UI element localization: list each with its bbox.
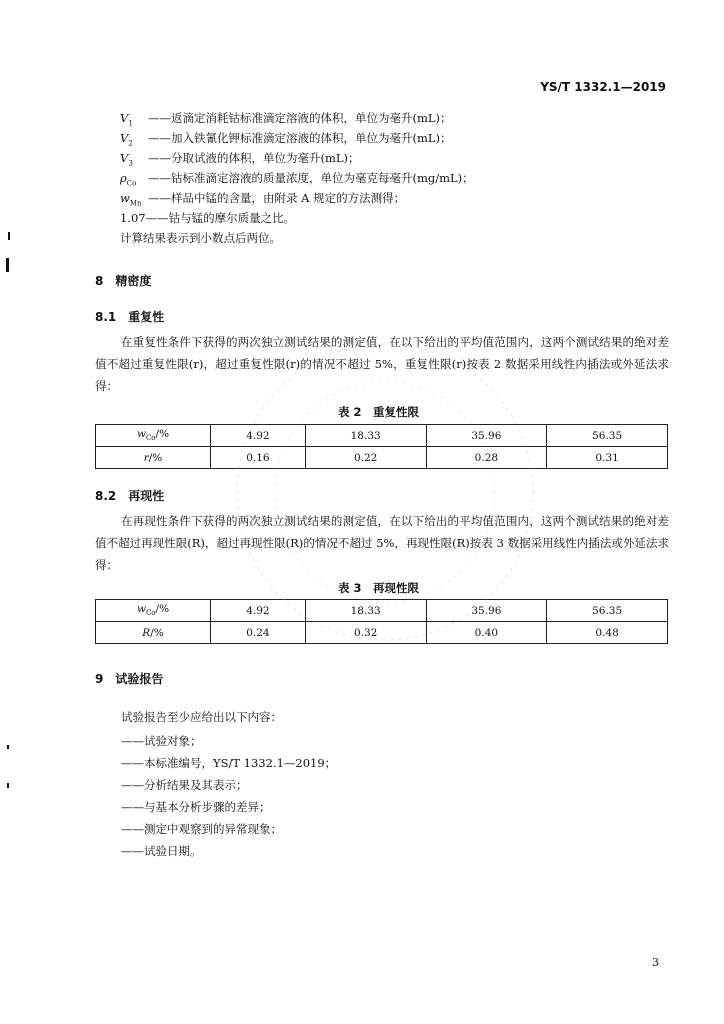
list-item: ——与基本分析步骤的差异；: [121, 800, 271, 814]
table-row-header: $w_{Co}/\%$: [96, 425, 211, 447]
scan-mark: [8, 232, 10, 240]
table-cell: 0.28: [426, 447, 547, 469]
rounding-line: 计算结果表示到小数点后两位。: [120, 231, 281, 245]
table-cell: 0.31: [547, 447, 668, 469]
table-cell: 35.96: [426, 425, 547, 447]
table-cell: 56.35: [547, 600, 668, 622]
table-2-caption: 表 2 重复性限: [338, 405, 420, 419]
table-cell: 56.35: [547, 425, 668, 447]
definitions-list: [120, 110, 474, 250]
definition-item: $V_2$ ——加入铁氰化钾标准滴定溶液的体积，单位为毫升(mL)；: [120, 131, 452, 148]
table-row: [96, 622, 668, 644]
scan-mark: [7, 783, 9, 788]
table-cell: 35.96: [426, 600, 547, 622]
table-cell: 4.92: [211, 425, 306, 447]
table-row-header: R/%: [96, 622, 211, 644]
table-row-header: $w_{Co}/\%$: [96, 600, 211, 622]
ratio-line: 1.07——钴与锰的摩尔质量之比。: [120, 211, 296, 225]
table-3-reproducibility: [95, 599, 668, 644]
table-cell: 18.33: [305, 425, 426, 447]
page-number: 3: [652, 956, 659, 969]
table-2-repeatability: [95, 424, 668, 469]
list-item: ——试验对象；: [121, 734, 202, 748]
list-item: ——分析结果及其表示；: [121, 778, 248, 792]
table-cell: 0.48: [547, 622, 668, 644]
section-8-1-title: 8.1 重复性: [95, 310, 165, 324]
definition-item: $w_{Mn}$ ——样品中锰的含量，由附录 A 规定的方法测得；: [120, 191, 406, 208]
definition-item: $\rho_{Co}$ ——钴标准滴定溶液的质量浓度，单位为毫克每毫升(mg/mL)；: [120, 171, 474, 188]
table-3-caption: 表 3 再现性限: [338, 581, 420, 595]
table-row-header: r/%: [96, 447, 211, 469]
scan-mark: [7, 745, 9, 749]
list-item: ——本标准编号，YS/T 1332.1—2019；: [121, 756, 337, 770]
report-contents-list: [121, 706, 336, 862]
table-cell: 0.16: [211, 447, 306, 469]
table-cell: 4.92: [211, 600, 306, 622]
list-item: ——测定中观察到的异常现象；: [121, 822, 282, 836]
section-8-title: 8 精密度: [95, 274, 152, 288]
report-intro: 试验报告至少应给出以下内容：: [121, 710, 282, 724]
scan-mark: [6, 258, 9, 272]
table-cell: 18.33: [305, 600, 426, 622]
section-8-2-paragraph: 在再现性条件下获得的两次独立测试结果的测定值，在以下给出的平均值范围内，这两个测试结果的绝对差值不超过再现性限(R)，超过再现性限(R)的情况不超过 5%，再现性限(R)按表 3 数据采用线性内插法或外延法求得：: [95, 514, 669, 572]
section-8-2-title: 8.2 再现性: [95, 489, 165, 503]
section-8-1-paragraph: 在重复性条件下获得的两次独立测试结果的测定值，在以下给出的平均值范围内，这两个测试结果的绝对差值不超过重复性限(r)，超过重复性限(r)的情况不超过 5%，重复性限(r)按表 2 数据采用线性内插法或外延法求得：: [95, 335, 669, 393]
definition-item: $V_3$ ——分取试液的体积，单位为毫升(mL)；: [120, 151, 360, 168]
standard-id-header: YS/T 1332.1—2019: [540, 80, 666, 94]
definition-item: $V_1$ ——返滴定消耗钴标准滴定溶液的体积，单位为毫升(mL)；: [120, 111, 452, 128]
table-row: [96, 600, 668, 622]
table-row: [96, 447, 668, 469]
table-cell: 0.32: [305, 622, 426, 644]
table-cell: 0.40: [426, 622, 547, 644]
list-item: ——试验日期。: [121, 844, 202, 858]
section-9-title: 9 试验报告: [95, 672, 164, 686]
table-cell: 0.22: [305, 447, 426, 469]
table-row: [96, 425, 668, 447]
table-cell: 0.24: [211, 622, 306, 644]
